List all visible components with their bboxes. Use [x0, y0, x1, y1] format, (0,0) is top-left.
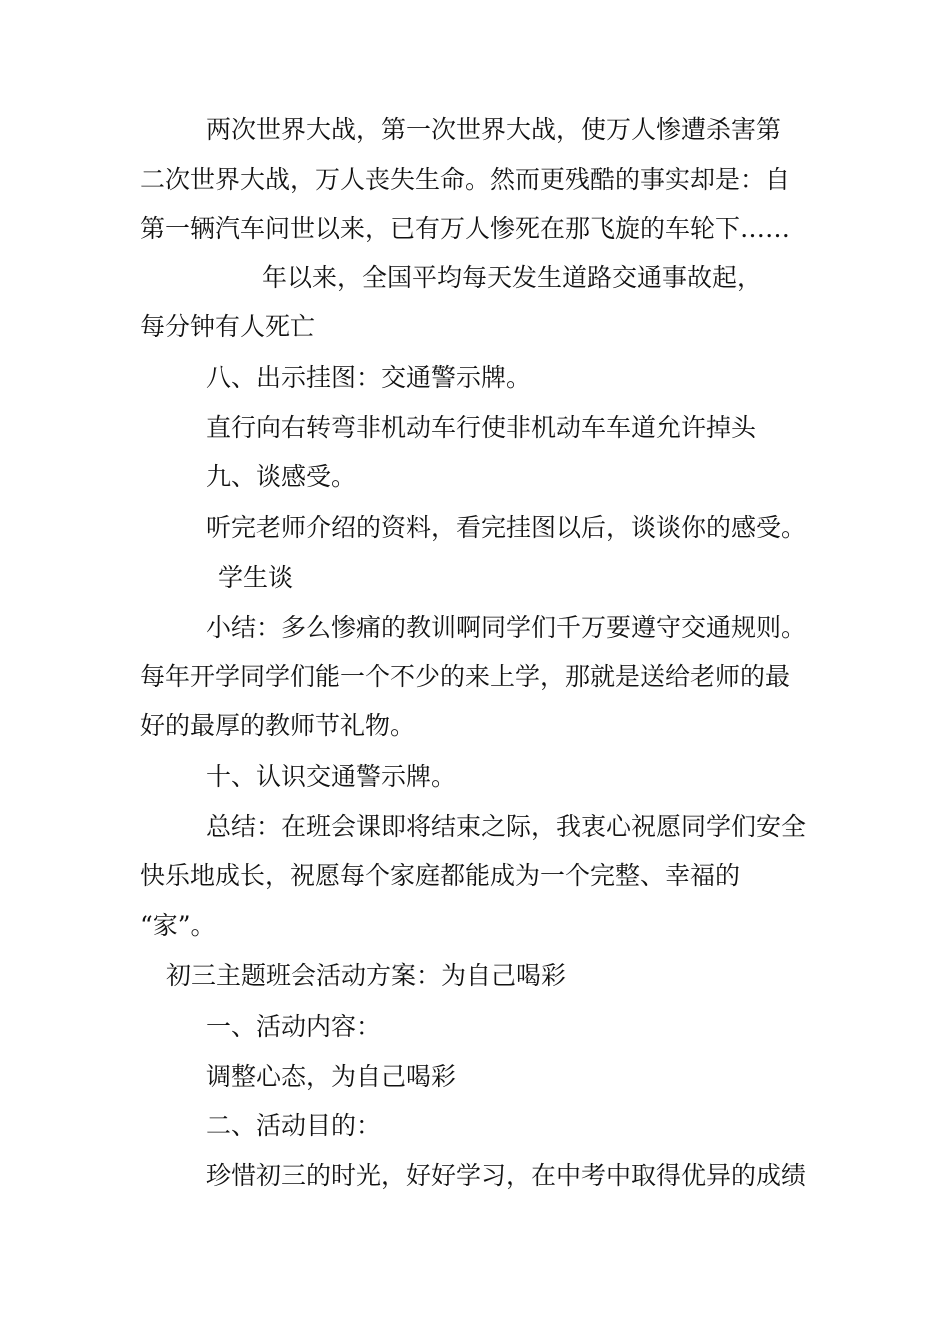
section-heading: 一、活动内容： [206, 1012, 382, 1041]
section-heading: 二、活动目的： [206, 1111, 382, 1140]
text-line: 学生谈 [218, 563, 294, 592]
text-line: 二次世界大战，万人丧失生命。然而更残酷的事实却是：自 [140, 165, 791, 194]
text-line: 第一辆汽车问世以来，已有万人惨死在那飞旋的车轮下…… [140, 214, 791, 243]
text-line: 听完老师介绍的资料，看完挂图以后，谈谈你的感受。 [206, 513, 807, 542]
text-line: 每分钟有人死亡 [140, 312, 316, 341]
text-line: 总结：在班会课即将结束之际，我衷心祝愿同学们安全 [206, 812, 807, 841]
section-heading: 十、认识交通警示牌。 [206, 762, 457, 791]
text-line: 两次世界大战，第一次世界大战，使万人惨遭杀害第 [206, 115, 782, 144]
text-line: 好的最厚的教师节礼物。 [140, 711, 416, 740]
section-heading: 八、出示挂图：交通警示牌。 [206, 363, 532, 392]
text-line: 年以来，全国平均每天发生道路交通事故起， [262, 263, 763, 292]
text-line: 每年开学同学们能一个不少的来上学，那就是送给老师的最 [140, 662, 791, 691]
text-line: 快乐地成长，祝愿每个家庭都能成为一个完整、幸福的 [140, 861, 741, 890]
text-line: 珍惜初三的时光，好好学习，在中考中取得优异的成绩 [206, 1161, 807, 1190]
text-line: 直行向右转弯非机动车行使非机动车车道允许掉头 [206, 413, 757, 442]
section-heading: 九、谈感受。 [206, 462, 357, 491]
text-line: 调整心态，为自己喝彩 [206, 1062, 457, 1091]
text-line: 小结：多么惨痛的教训啊同学们千万要遵守交通规则。 [206, 613, 807, 642]
text-line: “家”。 [140, 911, 216, 940]
document-title: 初三主题班会活动方案：为自己喝彩 [166, 961, 567, 990]
